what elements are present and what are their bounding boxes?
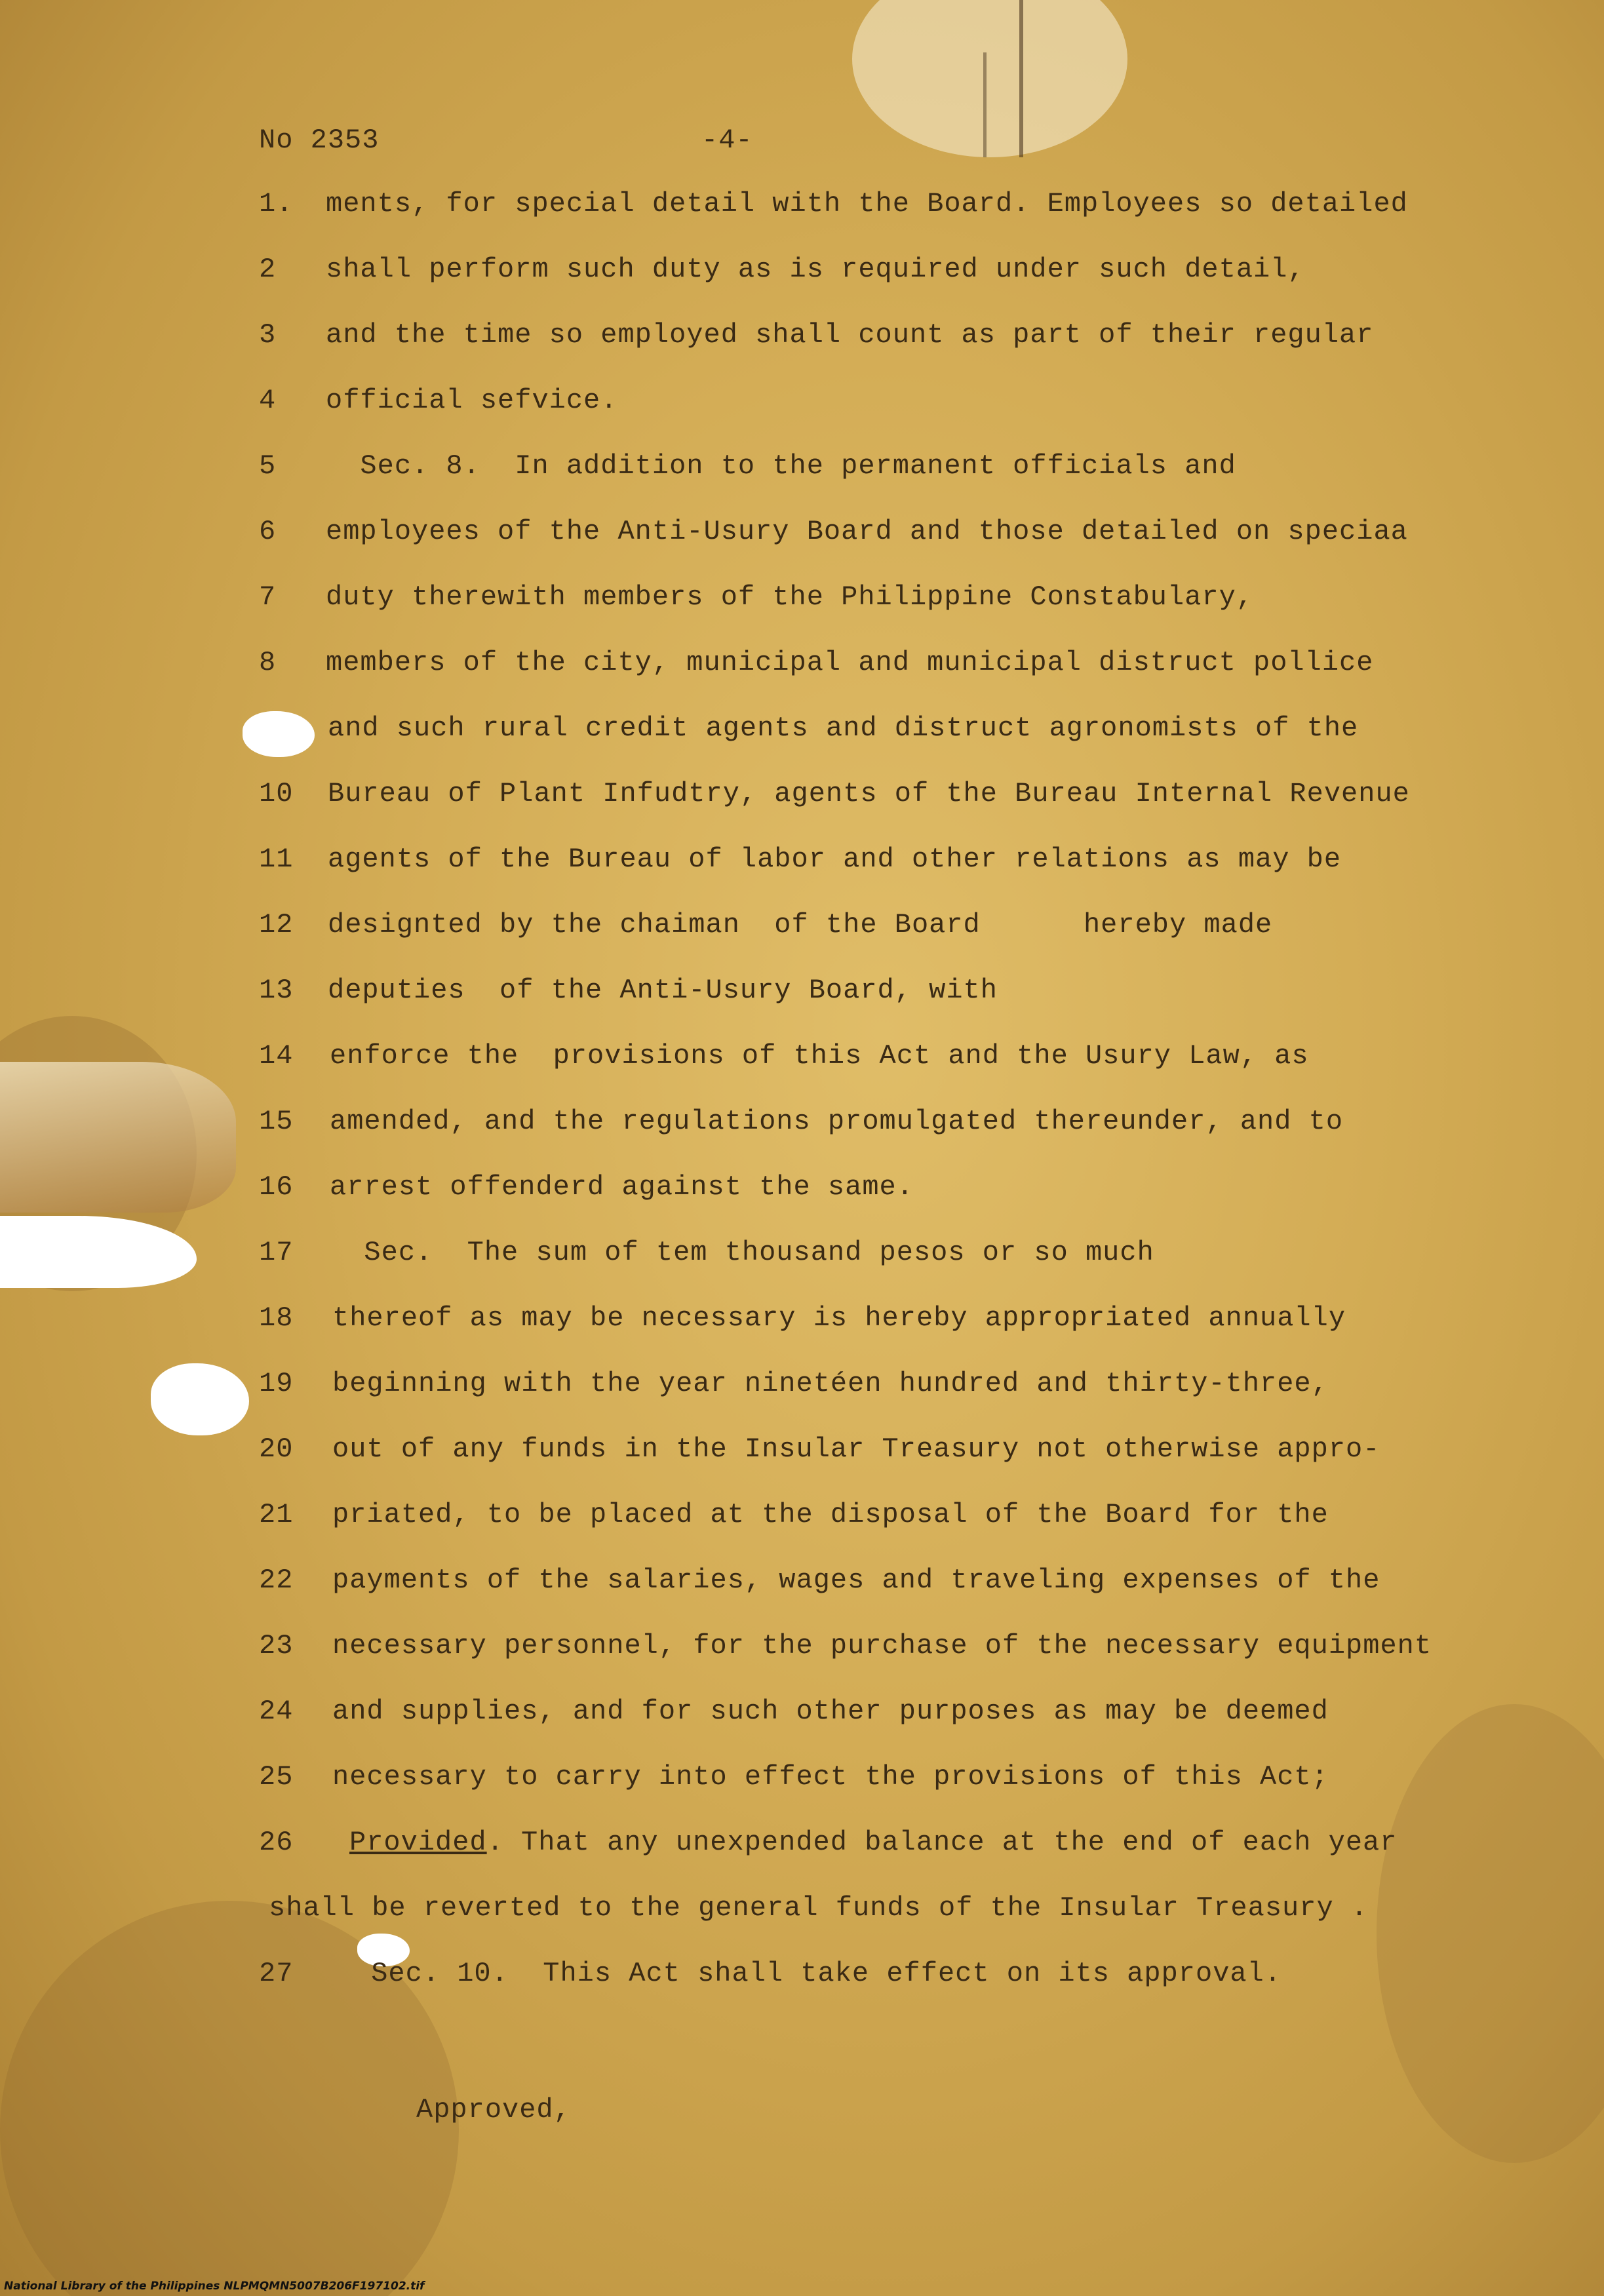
line-number: 23 xyxy=(259,1630,294,1662)
text-line xyxy=(0,1761,1604,1800)
text-line xyxy=(0,1499,1604,1538)
text-line xyxy=(0,1302,1604,1342)
line-number: 25 xyxy=(259,1761,294,1793)
text-line xyxy=(0,1237,1604,1276)
line-text: payments of the salaries, wages and traveling expenses of the xyxy=(332,1565,1380,1596)
line-number: 1. xyxy=(259,188,294,220)
line-text: Sec. The sum of tem thousand pesos or so much xyxy=(330,1237,1154,1268)
text-line xyxy=(0,188,1604,227)
line-number: 26 xyxy=(259,1827,294,1858)
line-text: designted by the chaiman of the Board hereby made xyxy=(328,909,1273,941)
text-line xyxy=(0,909,1604,948)
text-line xyxy=(0,385,1604,424)
line-text: duty therewith members of the Philippine Constabulary, xyxy=(326,581,1254,613)
line-text: shall perform such duty as is required under such detail, xyxy=(326,254,1305,285)
line-number: 10 xyxy=(259,778,294,809)
approved-label: Approved, xyxy=(416,2094,571,2126)
text-line xyxy=(0,581,1604,621)
text-line xyxy=(0,1433,1604,1473)
line-text: out of any funds in the Insular Treasury not otherwise appro- xyxy=(332,1433,1380,1465)
line-text: necessary to carry into effect the provisions of this Act; xyxy=(332,1761,1329,1793)
line-text: arrest offenderd against the same. xyxy=(330,1171,914,1203)
line-text: Bureau of Plant Infudtry, agents of the Bureau Internal Revenue xyxy=(328,778,1410,809)
line-number: 16 xyxy=(259,1171,294,1203)
text-line xyxy=(0,778,1604,817)
document-number: No 2353 xyxy=(259,125,380,156)
line-text: members of the city, municipal and municipal distruct pollice xyxy=(326,647,1374,678)
line-number: 4 xyxy=(259,385,277,416)
text-line xyxy=(0,1696,1604,1735)
text-line xyxy=(0,1565,1604,1604)
text-line xyxy=(0,1827,1604,1866)
line-number: 13 xyxy=(259,975,294,1006)
text-line xyxy=(0,975,1604,1014)
text-line xyxy=(0,647,1604,686)
text-line xyxy=(0,319,1604,359)
line-text: necessary personnel, for the purchase of the necessary equipment xyxy=(332,1630,1432,1662)
line-number: 21 xyxy=(259,1499,294,1530)
line-text: ments, for special detail with the Board. Employees so detailed xyxy=(326,188,1408,220)
text-line xyxy=(0,844,1604,883)
text-line xyxy=(0,1106,1604,1145)
line-text: deputies of the Anti-Usury Board, with xyxy=(328,975,998,1006)
line-text: beginning with the year ninetéen hundred and thirty-three, xyxy=(332,1368,1329,1399)
text-line xyxy=(0,712,1604,752)
line-text: priated, to be placed at the disposal of the Board for the xyxy=(332,1499,1329,1530)
line-text: and supplies, and for such other purposes as may be deemed xyxy=(332,1696,1329,1727)
provided-keyword: Provided xyxy=(349,1827,487,1858)
line-number: 8 xyxy=(259,647,277,678)
text-line xyxy=(0,1958,1604,1997)
line-text: agents of the Bureau of labor and other relations as may be xyxy=(328,844,1342,875)
text-line xyxy=(0,254,1604,293)
text-line xyxy=(0,1630,1604,1669)
line-number: 19 xyxy=(259,1368,294,1399)
line-text: thereof as may be necessary is hereby appropriated annually xyxy=(332,1302,1346,1334)
text-line xyxy=(0,450,1604,490)
text-line xyxy=(0,1040,1604,1080)
text-line xyxy=(0,1171,1604,1211)
line-text: Sec. 10. This Act shall take effect on its approval. xyxy=(354,1958,1282,1989)
fold-line xyxy=(1019,0,1023,157)
line-text: amended, and the regulations promulgated thereunder, and to xyxy=(330,1106,1344,1137)
fold-line xyxy=(983,52,987,157)
line-number: 12 xyxy=(259,909,294,941)
line-number: 17 xyxy=(259,1237,294,1268)
line-number: 6 xyxy=(259,516,277,547)
line-text: employees of the Anti-Usury Board and those detailed on speciaa xyxy=(326,516,1408,547)
paper-stain xyxy=(852,0,1127,157)
line-number: 2 xyxy=(259,254,277,285)
line-number: 27 xyxy=(259,1958,294,1989)
line-text: shall be reverted to the general funds of the Insular Treasury . xyxy=(269,1892,1369,1924)
line-number: 7 xyxy=(259,581,277,613)
line-number: 14 xyxy=(259,1040,294,1072)
line-text: Sec. 8. In addition to the permanent officials and xyxy=(326,450,1236,482)
text-line xyxy=(0,516,1604,555)
line-number: 15 xyxy=(259,1106,294,1137)
text-line xyxy=(0,1892,1604,1932)
line-text-rest: . That any unexpended balance at the end of each year xyxy=(486,1827,1398,1858)
line-number: 24 xyxy=(259,1696,294,1727)
line-number: 11 xyxy=(259,844,294,875)
line-text: and the time so employed shall count as part of their regular xyxy=(326,319,1374,351)
line-text: and such rural credit agents and distruct agronomists of the xyxy=(328,712,1359,744)
line-text: enforce the provisions of this Act and the Usury Law, as xyxy=(330,1040,1309,1072)
line-number: 5 xyxy=(259,450,277,482)
archive-credit: National Library of the Philippines NLPMQMN5007B206F197102.tif xyxy=(4,2280,425,2293)
line-number: 20 xyxy=(259,1433,294,1465)
page-number: -4- xyxy=(701,125,753,156)
line-number: 18 xyxy=(259,1302,294,1334)
line-text xyxy=(349,1827,1397,1858)
line-text: official sefvice. xyxy=(326,385,618,416)
line-number: 22 xyxy=(259,1565,294,1596)
text-line xyxy=(0,1368,1604,1407)
line-number: 3 xyxy=(259,319,277,351)
